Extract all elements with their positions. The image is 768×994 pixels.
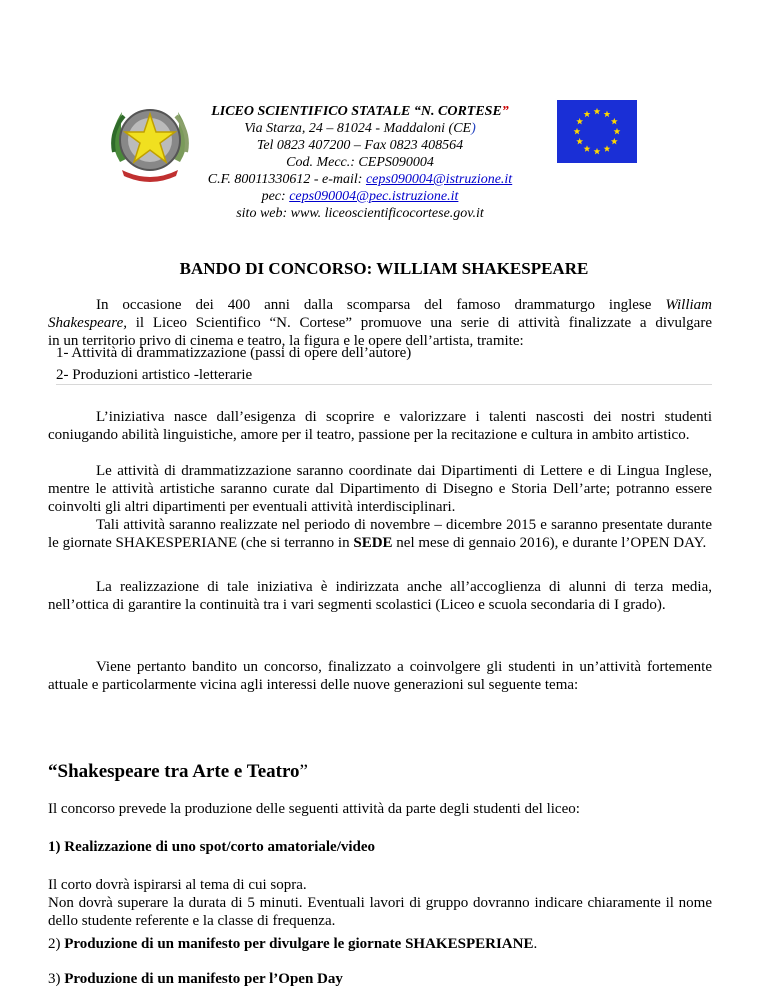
school-name: LICEO SCIENTIFICO STATALE “N. CORTESE bbox=[211, 104, 502, 119]
page-title: BANDO DI CONCORSO: WILLIAM SHAKESPEARE bbox=[179, 259, 589, 278]
paragraph-departments: Le attività di drammatizzazione saranno coordinate dai Dipartimenti di Lettere e di Lingua Inglese, mentre le attività artistiche saranno curate dal Dipartimento di Disegno e Storia Dell’arte; potranno essere coinvolti gli altri dipartimenti per eventuali attività interdisciplinari. bbox=[48, 463, 712, 515]
paragraph-concorso: Viene pertanto bandito un concorso, finalizzato a coinvolgere gli studenti in un’attività fortemente attuale e particolarmente vicina agli interessi delle nuove generazioni sul seguente tema: bbox=[48, 659, 712, 693]
paragraph-period: Tali attività saranno realizzate nel periodo di novembre – dicembre 2015 e saranno presentate durante le giornate SHAKESPERIANE (che si terranno in SEDE nel mese di gennaio 2016), e durante l’OPEN DAY. bbox=[48, 517, 712, 551]
divider bbox=[56, 384, 712, 385]
paragraph-activities: Il concorso prevede la produzione delle seguenti attività da parte degli studenti del liceo: bbox=[48, 801, 580, 817]
intro-paragraph: In occasione dei 400 anni dalla scomparsa del famoso drammaturgo inglese William Shakespeare, il Liceo Scientifico “N. Cortese” promuove una serie di attività finalizzate a divulgare in un territorio privo di cinema e teatro, la figura e le opere dell’artista, tramite: bbox=[48, 297, 712, 349]
pec-link[interactable]: ceps090004@pec.istruzione.it bbox=[289, 189, 459, 204]
list-item: 1- Attività di drammatizzazione (passi di opere dell’autore) bbox=[56, 345, 412, 361]
activity-item-2: 2) Produzione di un manifesto per divulgare le giornate SHAKESPERIANE. bbox=[48, 936, 538, 952]
school-mecc: Cod. Mecc.: CEPS090004 bbox=[286, 155, 434, 170]
school-address: Via Starza, 24 – 81024 - Maddaloni (CE bbox=[244, 121, 472, 136]
list-item: 2- Produzioni artistico -letterarie bbox=[56, 367, 253, 383]
contest-theme: “Shakespeare tra Arte e Teatro” bbox=[48, 761, 308, 782]
school-phone: Tel 0823 407200 – Fax 0823 408564 bbox=[256, 138, 464, 153]
email-link[interactable]: ceps090004@istruzione.it bbox=[365, 172, 513, 187]
school-header: LICEO SCIENTIFICO STATALE “N. CORTESE” Via Starza, 24 – 81024 - Maddaloni (CE) Tel 0823 407200 – Fax 0823 408564 Cod. Mecc.: CEPS090004 C.F. 80011330612 - e-mail: ceps090004@istruzione.it pec: ceps090004@pec.istruzione.it sito web: www. liceoscientificocortese.gov.it bbox=[150, 103, 570, 222]
activity-item-3: 3) Produzione di un manifesto per l’Open Day bbox=[48, 971, 343, 987]
activity-item-1-desc: Il corto dovrà ispirarsi al tema di cui sopra. Non dovrà superare la durata di 5 minuti. Eventuali lavori di gruppo dovranno indicare chiaramente il nome dello studente referente e la classe di frequenza. bbox=[48, 877, 712, 929]
activity-item-1: 1) Realizzazione di uno spot/corto amatoriale/video bbox=[48, 839, 376, 855]
paragraph-initiative: L’iniziativa nasce dall’esigenza di scoprire e valorizzare i talenti nascosti dei nostri studenti coniugando abilità linguistiche, amore per il teatro, passione per la recitazione e cultura in ambito artistico. bbox=[48, 409, 712, 443]
school-website: sito web: www. liceoscientificocortese.gov.it bbox=[236, 206, 484, 221]
paragraph-accoglienza: La realizzazione di tale iniziativa è indirizzata anche all’accoglienza di alunni di terza media, nell’ottica di garantire la continuità tra i vari segmenti scolastici (Liceo e scuola secondaria di I grado). bbox=[48, 579, 712, 613]
activity-list bbox=[56, 342, 411, 386]
